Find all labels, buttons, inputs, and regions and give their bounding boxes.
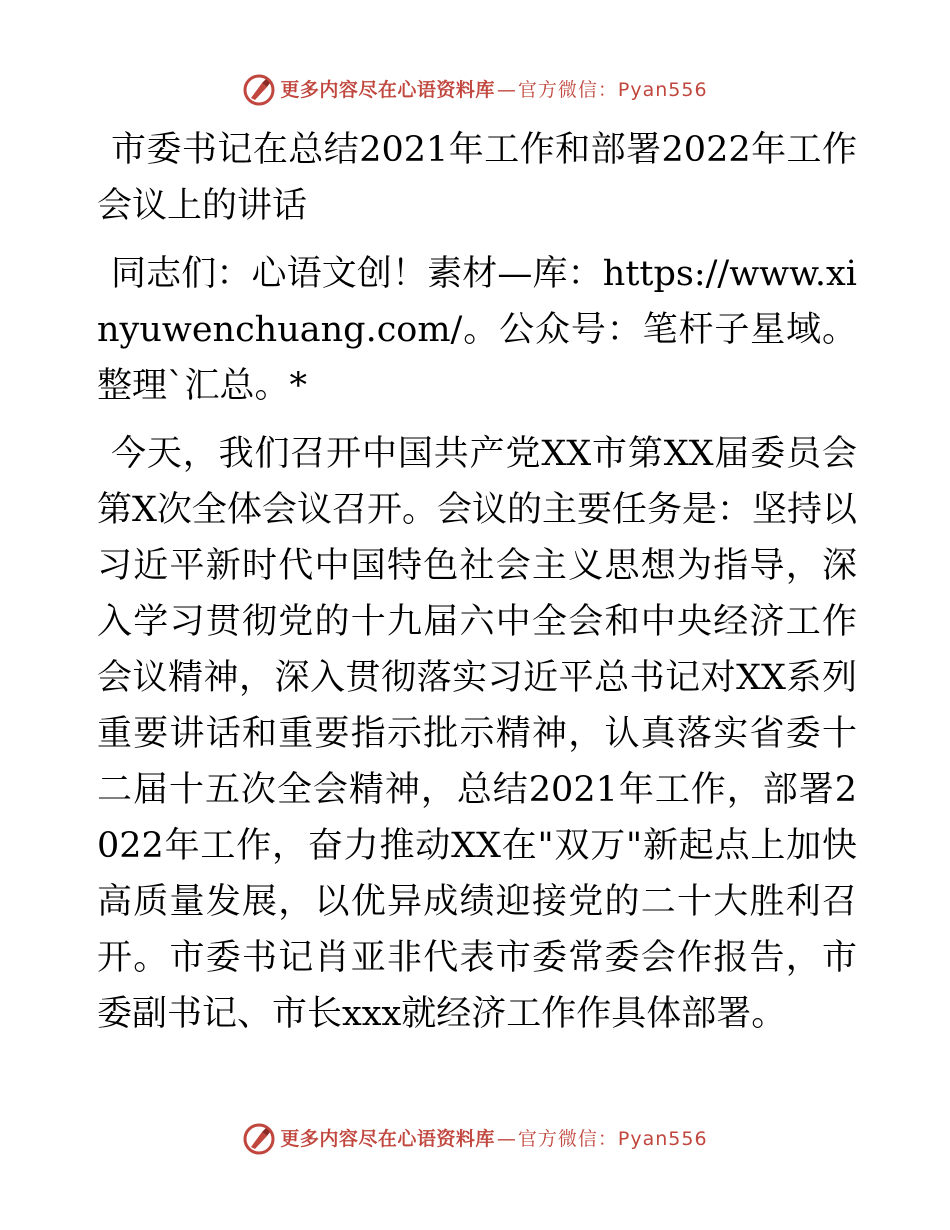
greeting-paragraph: 同志们：心语文创！素材—库：https://www.xinyuwenchuang.com/。公众号：笔杆子星域。整理`汇总。* [97,254,857,406]
pen-nib-circle-icon [242,73,276,107]
footer-watermark-banner [0,1119,950,1159]
wechat-text: 官方微信：Pyan556 [517,79,708,101]
pen-nib-circle-icon [242,1122,276,1156]
promo-text: 更多内容尽在心语资料库 [280,1128,495,1150]
banner-dash: — [496,1128,516,1150]
document-body [97,122,857,1054]
promo-text: 更多内容尽在心语资料库 [280,79,495,101]
banner-dash: — [496,79,516,101]
document-title: 市委书记在总结2021年工作和部署2022年工作会议上的讲话 [97,130,857,226]
wechat-text: 官方微信：Pyan556 [517,1128,708,1150]
header-watermark-banner [0,70,950,110]
body-paragraph: 今天，我们召开中国共产党XX市第XX届委员会第X次全体会议召开。会议的主要任务是：坚持以习近平新时代中国特色社会主义思想为指导，深入学习贯彻党的十九届六中全会和中央经济工作会议精神，深入贯彻落实习近平总书记对XX系列重要讲话和重要指示批示精神，认真落实省委十二届十五次全会精神，总结2021年工作，部署2022年工作，奋力推动XX在"双万"新起点上加快高质量发展，以优异成绩迎接党的二十大胜利召开。市委书记肖亚非代表市委常委会作报告，市委副书记、市长xxx就经济工作作具体部署。 [97,434,857,1034]
